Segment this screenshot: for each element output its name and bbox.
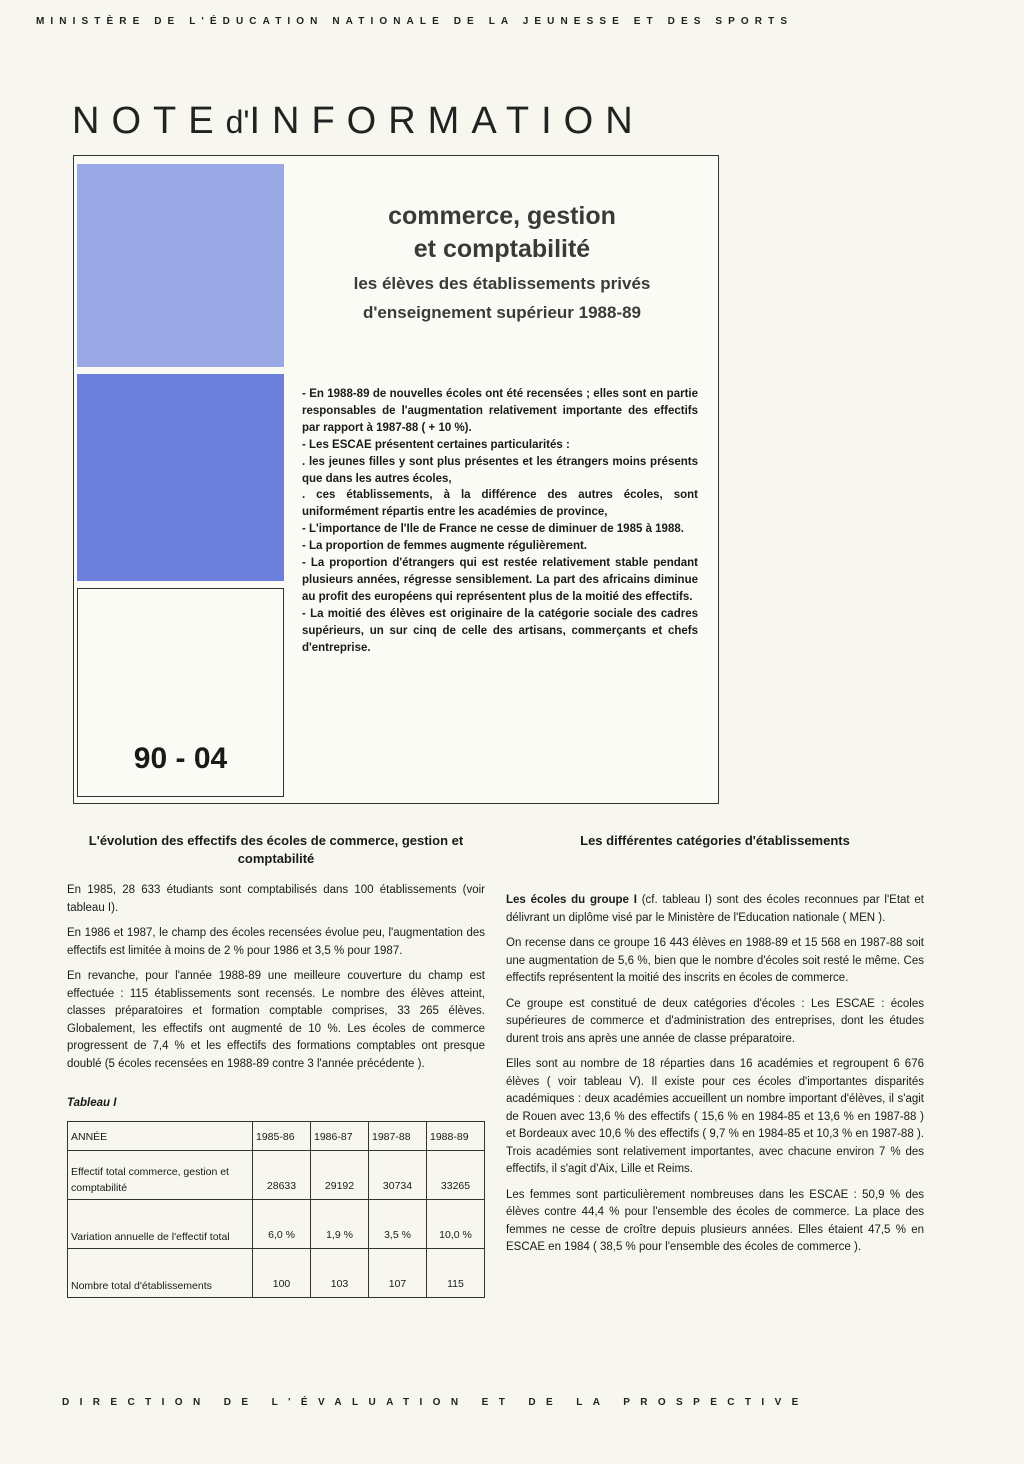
summary-item: - Les ESCAE présentent certaines particularités : [302,438,570,451]
group-one-label: Les écoles du groupe I [506,894,637,906]
cover-title [292,200,712,324]
table-row [68,1248,485,1297]
table-cell: 6,0 % [253,1199,311,1248]
summary-item: - En 1988-89 de nouvelles écoles ont été recensées ; elles sont en partie responsables de l'augmentation relativement importante des effectifs par rapport à 1987-88 ( + 10 %). [302,388,698,434]
left-paragraph: En revanche, pour l'année 1988-89 une meilleure couverture du champ est effectuée : 115 établissements sont recensés. Le nombre des élèves atteint, classes préparatoires et formation comptable comprises, 33 265 élèves. Globalement, les effectifs ont augmenté de 10 %. Les écoles de commerce progressent de 7,4 % et les effectifs des formations comptables ont presque doublé (5 écoles recensées en 1988-89 contre 3 l'année précédente ). [67,970,485,1070]
table-cell: 107 [369,1248,427,1297]
table-cell: 28633 [253,1150,311,1199]
issue-number: 90 - 04 [133,742,228,775]
table-header-cell: 1988-89 [427,1121,485,1150]
table-cell: 33265 [427,1150,485,1199]
table-cell: 30734 [369,1150,427,1199]
cover-subtitle-line2: d'enseignement supérieur 1988-89 [362,303,642,322]
table-cell: 115 [427,1248,485,1297]
note-title-part1: NOTE [72,100,226,142]
table-cell: 103 [311,1248,369,1297]
group-one-text: (cf. tableau I) sont des écoles reconnues par l'Etat et délivrant un diplôme visé par le Ministère de l'Education nationale ( MEN ). [506,894,924,924]
table-row-label: Effectif total commerce, gestion et comptabilité [68,1150,253,1199]
table-row-label: Nombre total d'établissements [68,1248,253,1297]
table-row [68,1150,485,1199]
effectifs-table [67,1121,485,1298]
table-cell: 1,9 % [311,1199,369,1248]
table-header-cell: 1986-87 [311,1121,369,1150]
table-row [68,1199,485,1248]
left-column [67,832,485,1298]
summary [302,386,698,657]
cover-title-line1: commerce, gestion [388,202,616,230]
table-header-cell: ANNÉE [68,1121,253,1150]
summary-item: - La moitié des élèves est originaire de la catégorie sociale des cadres supérieurs, un sur cinq de celle des artisans, commerçants et chefs d'entreprise. [302,607,698,654]
table-row-label: Variation annuelle de l'effectif total [68,1199,253,1248]
cover-title-line2: et comptabilité [413,235,591,263]
left-paragraph: En 1985, 28 633 étudiants sont comptabilisés dans 100 établissements (voir tableau I). [67,884,485,914]
cover-box [73,155,719,804]
summary-item: - L'importance de l'Ile de France ne cesse de diminuer de 1985 à 1988. [302,523,684,536]
right-paragraph [506,892,924,927]
left-paragraph: En 1986 et 1987, le champ des écoles recensées évolue peu, l'augmentation des effectifs est limitée à moins de 2 % pour 1986 et 3,5 % pour 1987. [67,927,485,957]
right-paragraph: On recense dans ce groupe 16 443 élèves en 1988-89 et 15 568 en 1987-88 soit une augmentation de 5,6 %, bien que le nombre d'écoles soit resté le même. Ces effectifs représentent la moitié des inscrits en écoles de commerce. [506,937,924,984]
cover-block-light-blue [77,164,284,367]
right-heading: Les différentes catégories d'établissements [580,833,850,848]
cover-block-blue [77,374,284,581]
table-header-cell: 1985-86 [253,1121,311,1150]
right-paragraph: Ce groupe est constitué de deux catégories d'écoles : Les ESCAE : écoles supérieures de commerce et d'administration des entreprises, dont les études durent trois ans après une année de classe préparatoire. [506,997,924,1045]
table-header-cell: 1987-88 [369,1121,427,1150]
summary-item: . les jeunes filles y sont plus présentes et les étrangers moins présents que dans les autres écoles, [302,455,698,485]
right-paragraph: Les femmes sont particulièrement nombreuses dans les ESCAE : 50,9 % des élèves contre 44,4 % pour l'ensemble des écoles de commerce. La place des femmes ne cesse de croître depuis plusieurs années. Elles étaient 47,5 % en ESCAE en 1984 ( 38,5 % pour l'ensemble des écoles de commerce ). [506,1188,924,1253]
note-title [72,100,645,143]
right-paragraph: Elles sont au nombre de 18 réparties dans 16 académies et regroupent 6 676 élèves ( voir tableau V). Il existe pour ces écoles d'importantes disparités académiques : deux académies accueillent un nombre important d'élèves, il s'agit de Rouen avec 13,6 % des effectifs ( 15,6 % en 1984-85 et 13,6 % en 1987-88 ) et Bordeaux avec 10,6 % des effectifs ( 9,7 % en 1984-85 et 10,3 % en 1987-88 ). Trois académies sont relativement importantes, avec chacune environ 7 % des effectifs, il s'agit d'Aix, Lille et Reims. [506,1058,924,1175]
right-column [506,832,924,1265]
direction-footer: DIRECTION DE L'ÉVALUATION ET DE LA PROSPECTIVE [62,1397,809,1408]
summary-item: . ces établissements, à la différence des autres écoles, sont uniformément répartis entre les académies de province, [302,489,698,519]
cover-subtitle-line1: les élèves des établissements privés [353,274,651,293]
note-title-d: d' [225,104,250,140]
cover-block-issue [77,588,284,797]
table-cell: 3,5 % [369,1199,427,1248]
table-cell: 29192 [311,1150,369,1199]
table-cell: 100 [253,1248,311,1297]
summary-item: - La proportion de femmes augmente régulièrement. [302,540,587,553]
summary-item: - La proportion d'étrangers qui est restée relativement stable pendant plusieurs années, régresse sensiblement. La part des africains diminue au profit des européens qui représentent plus de la moitié des effectifs. [302,557,698,603]
table-header-row [68,1121,485,1150]
table-cell: 10,0 % [427,1199,485,1248]
ministry-header: MINISTÈRE DE L'ÉDUCATION NATIONALE DE LA JEUNESSE ET DES SPORTS [36,16,794,27]
note-title-part2: INFORMATION [249,100,645,142]
table-caption: Tableau I [67,1097,117,1109]
left-heading: L'évolution des effectifs des écoles de commerce, gestion et comptabilité [88,833,464,866]
